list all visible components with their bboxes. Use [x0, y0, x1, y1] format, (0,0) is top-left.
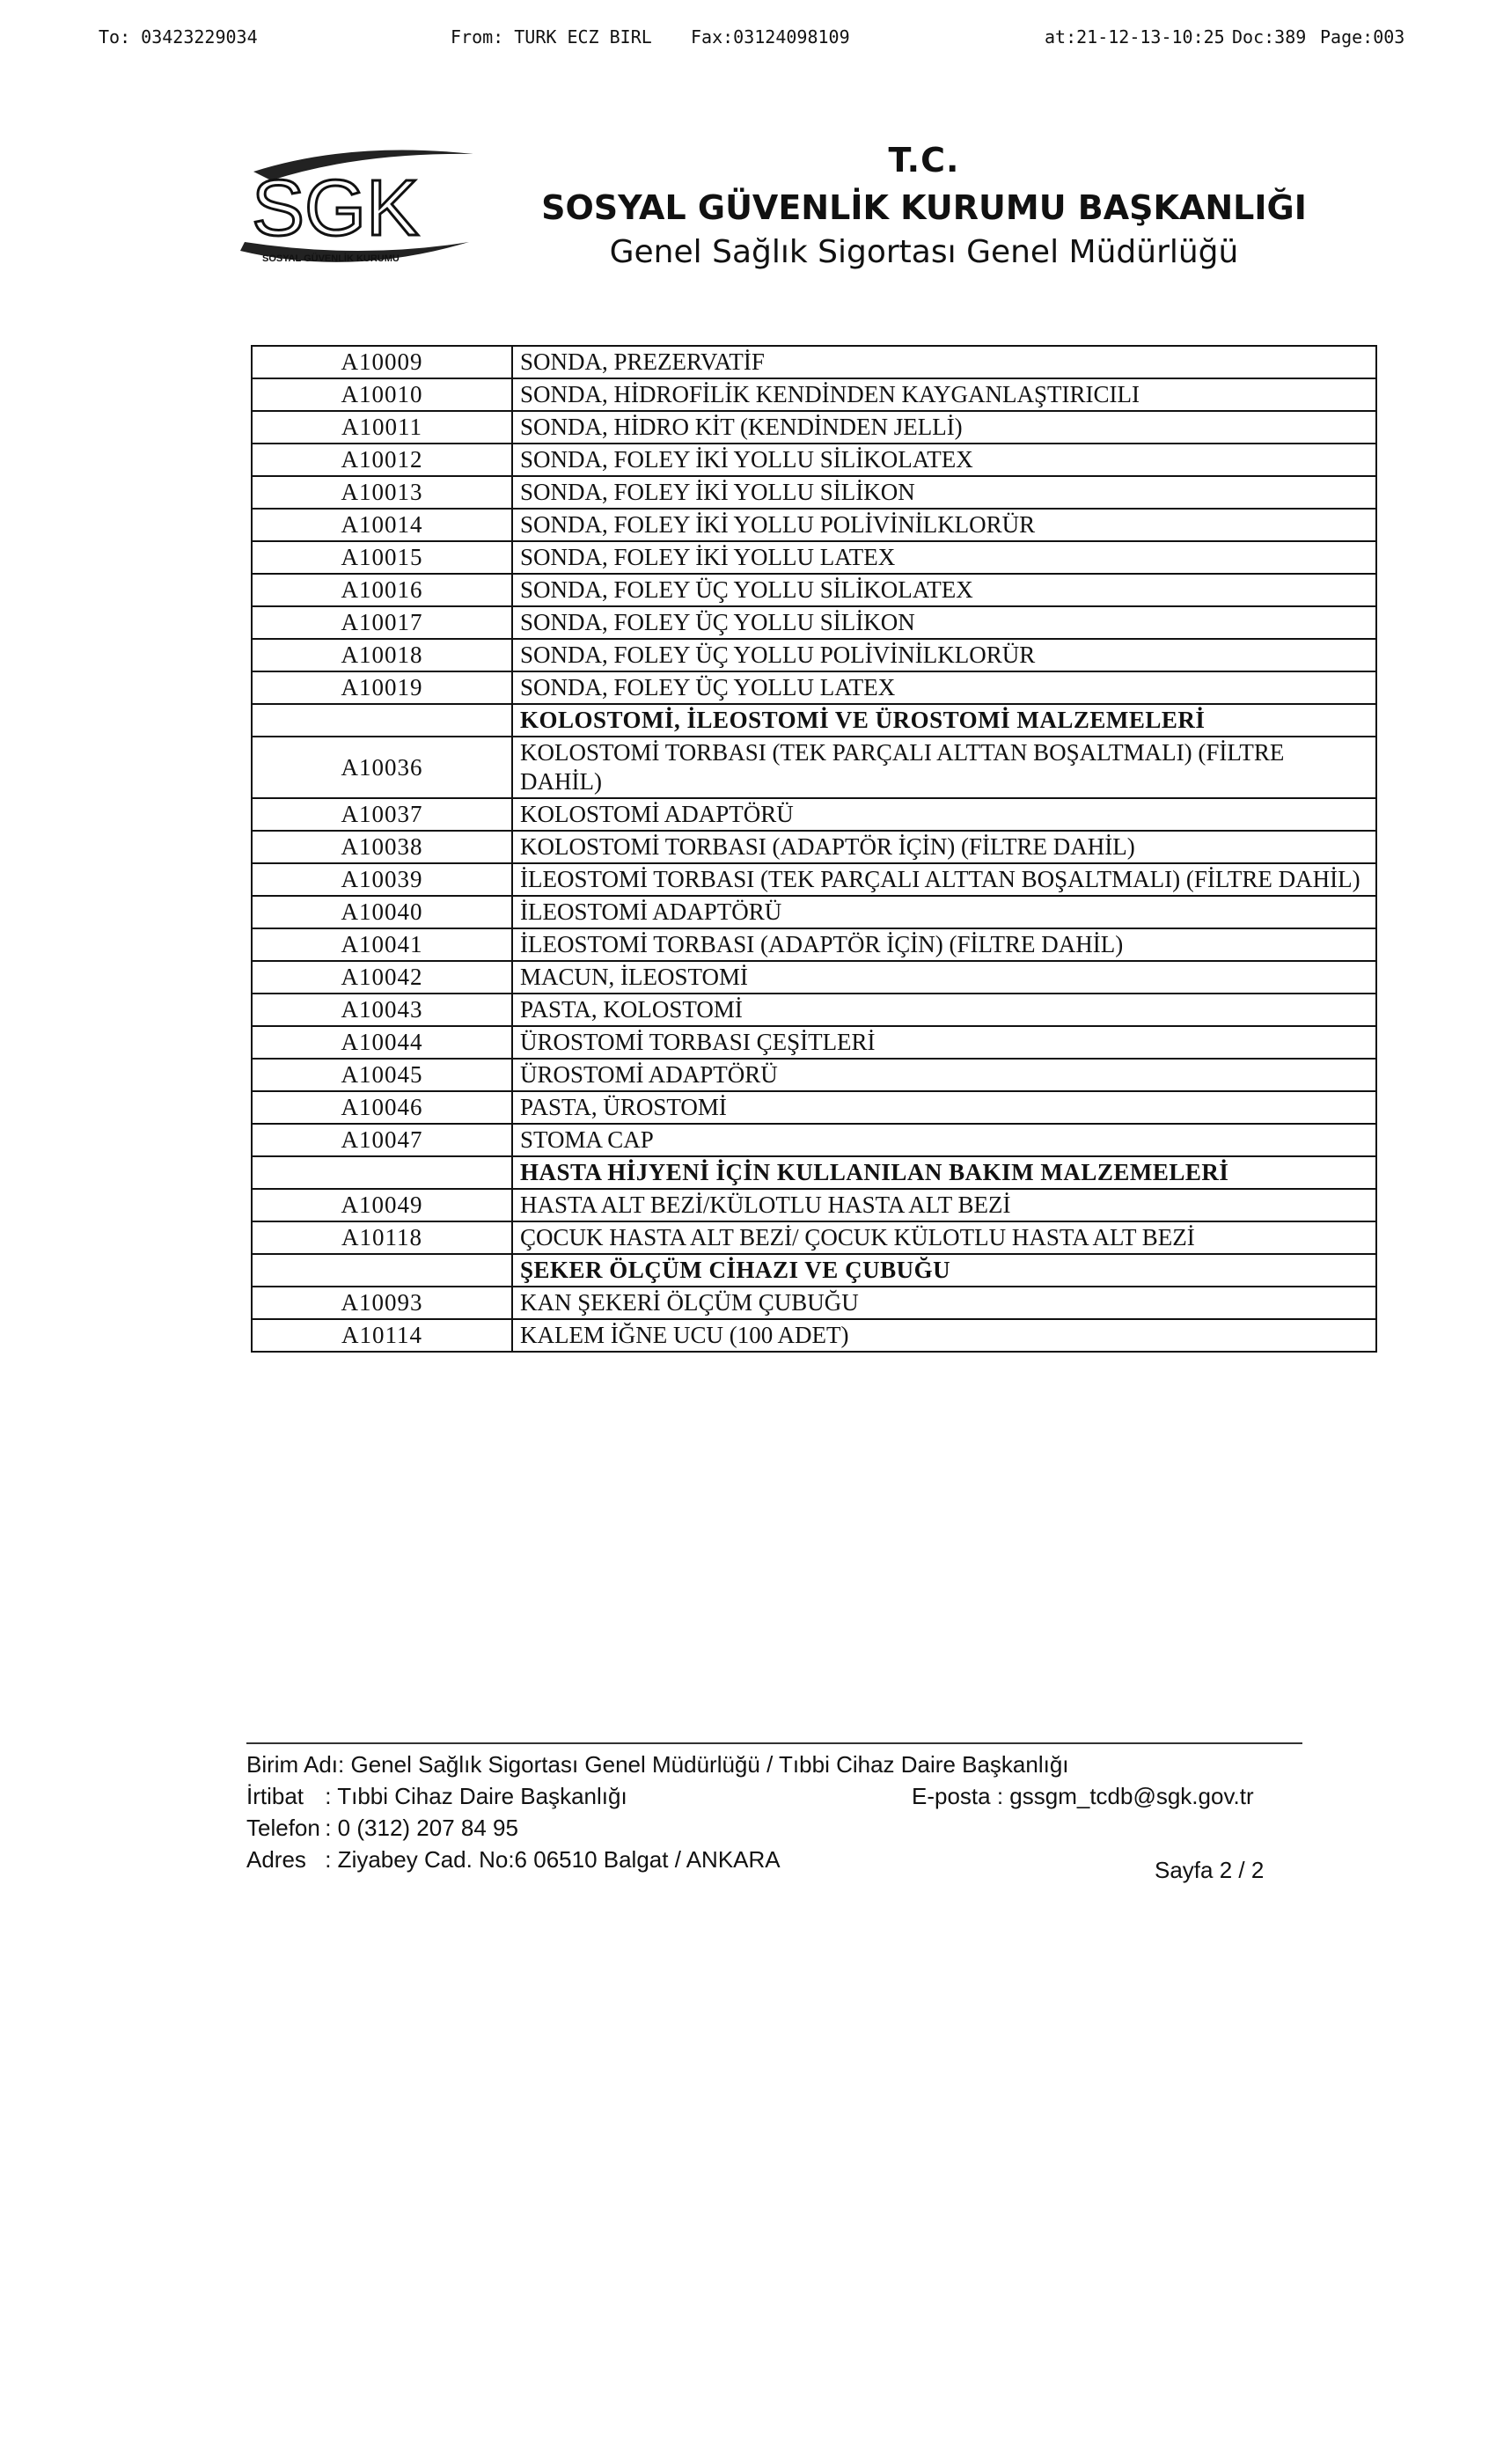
table-row	[252, 1221, 1376, 1254]
item-code: A10041	[252, 928, 512, 961]
logo-subtext: SOSYAL GÜVENLİK KURUMU	[262, 253, 400, 264]
footer-telefon-row	[246, 1815, 1302, 1846]
fax-doc: Doc:389	[1232, 26, 1307, 48]
org-line-kurum: SOSYAL GÜVENLİK KURUMU BAŞKANLIĞI	[541, 188, 1307, 227]
fax-timestamp: at:21-12-13-10:25	[1045, 26, 1225, 48]
item-description: SONDA, FOLEY İKİ YOLLU SİLİKOLATEX	[512, 444, 1376, 476]
page-number: Sayfa 2 / 2	[1155, 1857, 1265, 1883]
footer	[246, 1751, 1302, 1883]
item-code: A10036	[252, 737, 512, 798]
item-description: STOMA CAP	[512, 1124, 1376, 1156]
item-description: KAN ŞEKERİ ÖLÇÜM ÇUBUĞU	[512, 1287, 1376, 1319]
item-description: SONDA, FOLEY ÜÇ YOLLU LATEX	[512, 671, 1376, 704]
item-code	[252, 1254, 512, 1287]
fax-number: Fax:03124098109	[691, 26, 850, 48]
table-row	[252, 476, 1376, 509]
footer-irtibat-row	[246, 1783, 1302, 1815]
item-description: SONDA, FOLEY İKİ YOLLU LATEX	[512, 541, 1376, 574]
section-title: KOLOSTOMİ, İLEOSTOMİ VE ÜROSTOMİ MALZEMELERİ	[512, 704, 1376, 737]
section-header-row	[252, 1156, 1376, 1189]
item-code: A10037	[252, 798, 512, 831]
table-row	[252, 1026, 1376, 1059]
table-row	[252, 961, 1376, 994]
item-description: PASTA, ÜROSTOMİ	[512, 1091, 1376, 1124]
item-description: SONDA, FOLEY ÜÇ YOLLU POLİVİNİLKLORÜR	[512, 639, 1376, 671]
item-description: PASTA, KOLOSTOMİ	[512, 994, 1376, 1026]
item-code: A10042	[252, 961, 512, 994]
item-code: A10012	[252, 444, 512, 476]
fax-to: To: 03423229034	[99, 26, 258, 48]
fax-page: Page:003	[1320, 26, 1405, 48]
item-code: A10014	[252, 509, 512, 541]
section-header-row	[252, 704, 1376, 737]
item-code: A10017	[252, 606, 512, 639]
item-code: A10043	[252, 994, 512, 1026]
item-description: İLEOSTOMİ TORBASI (TEK PARÇALI ALTTAN BOŞALTMALI) (FİLTRE DAHİL)	[512, 863, 1376, 896]
item-description: İLEOSTOMİ ADAPTÖRÜ	[512, 896, 1376, 928]
table-row	[252, 798, 1376, 831]
item-code: A10015	[252, 541, 512, 574]
item-description: SONDA, FOLEY ÜÇ YOLLU SİLİKOLATEX	[512, 574, 1376, 606]
section-title: ŞEKER ÖLÇÜM CİHAZI VE ÇUBUĞU	[512, 1254, 1376, 1287]
item-description: ÜROSTOMİ TORBASI ÇEŞİTLERİ	[512, 1026, 1376, 1059]
org-line-gm: Genel Sağlık Sigortası Genel Müdürlüğü	[609, 234, 1239, 270]
item-description: SONDA, FOLEY ÜÇ YOLLU SİLİKON	[512, 606, 1376, 639]
table-row	[252, 509, 1376, 541]
item-code: A10011	[252, 411, 512, 444]
table-row	[252, 928, 1376, 961]
table-row	[252, 671, 1376, 704]
table-row	[252, 1124, 1376, 1156]
material-table	[251, 345, 1377, 1353]
item-code: A10040	[252, 896, 512, 928]
logo-text: SGK	[252, 165, 420, 253]
table-row	[252, 444, 1376, 476]
footer-telefon: : 0 (312) 207 84 95	[325, 1815, 518, 1841]
item-description: HASTA ALT BEZİ/KÜLOTLU HASTA ALT BEZİ	[512, 1189, 1376, 1221]
item-code: A10093	[252, 1287, 512, 1319]
item-code: A10010	[252, 378, 512, 411]
section-title: HASTA HİJYENİ İÇİN KULLANILAN BAKIM MALZEMELERİ	[512, 1156, 1376, 1189]
table-row	[252, 896, 1376, 928]
footer-eposta[interactable]: E-posta : gssgm_tcdb@sgk.gov.tr	[912, 1783, 1254, 1809]
sgk-logo	[236, 145, 473, 268]
table-row	[252, 1319, 1376, 1352]
table-row	[252, 606, 1376, 639]
item-description: ÇOCUK HASTA ALT BEZİ/ ÇOCUK KÜLOTLU HASTA ALT BEZİ	[512, 1221, 1376, 1254]
footer-irtibat-label: İrtibat	[246, 1783, 304, 1809]
footer-birim: Birim Adı: Genel Sağlık Sigortası Genel Müdürlüğü / Tıbbi Cihaz Daire Başkanlığı	[246, 1751, 1069, 1778]
item-code: A10009	[252, 346, 512, 378]
item-code: A10016	[252, 574, 512, 606]
item-description: KOLOSTOMİ TORBASI (ADAPTÖR İÇİN) (FİLTRE DAHİL)	[512, 831, 1376, 863]
item-code: A10044	[252, 1026, 512, 1059]
footer-telefon-label: Telefon	[246, 1815, 320, 1841]
item-code: A10114	[252, 1319, 512, 1352]
table-row	[252, 411, 1376, 444]
table-row	[252, 1287, 1376, 1319]
table-row	[252, 831, 1376, 863]
table-row	[252, 574, 1376, 606]
fax-from: From: TURK ECZ BIRL	[451, 26, 652, 48]
item-description: ÜROSTOMİ ADAPTÖRÜ	[512, 1059, 1376, 1091]
item-description: SONDA, FOLEY İKİ YOLLU SİLİKON	[512, 476, 1376, 509]
item-code: A10038	[252, 831, 512, 863]
table-row	[252, 378, 1376, 411]
table-row	[252, 863, 1376, 896]
item-code: A10013	[252, 476, 512, 509]
footer-adres-row	[246, 1846, 1302, 1883]
table-row	[252, 1059, 1376, 1091]
table-row	[252, 1091, 1376, 1124]
item-description: KOLOSTOMİ ADAPTÖRÜ	[512, 798, 1376, 831]
organization-header	[528, 141, 1320, 270]
section-header-row	[252, 1254, 1376, 1287]
item-description: SONDA, HİDRO KİT (KENDİNDEN JELLİ)	[512, 411, 1376, 444]
table-row	[252, 994, 1376, 1026]
table-row	[252, 541, 1376, 574]
item-code	[252, 704, 512, 737]
org-line-tc: T.C.	[888, 141, 960, 180]
footer-adres-label: Adres	[246, 1846, 306, 1873]
item-code	[252, 1156, 512, 1189]
table-row	[252, 639, 1376, 671]
footer-adres: : Ziyabey Cad. No:6 06510 Balgat / ANKARA	[325, 1846, 781, 1873]
item-code: A10045	[252, 1059, 512, 1091]
item-description: İLEOSTOMİ TORBASI (ADAPTÖR İÇİN) (FİLTRE DAHİL)	[512, 928, 1376, 961]
item-description: SONDA, HİDROFİLİK KENDİNDEN KAYGANLAŞTIRICILI	[512, 378, 1376, 411]
footer-irtibat: : Tıbbi Cihaz Daire Başkanlığı	[325, 1783, 627, 1809]
table-row	[252, 1189, 1376, 1221]
table-row	[252, 346, 1376, 378]
footer-divider	[246, 1742, 1302, 1744]
table-row	[252, 737, 1376, 798]
item-code: A10049	[252, 1189, 512, 1221]
item-code: A10047	[252, 1124, 512, 1156]
item-code: A10118	[252, 1221, 512, 1254]
item-code: A10018	[252, 639, 512, 671]
item-code: A10039	[252, 863, 512, 896]
item-description: MACUN, İLEOSTOMİ	[512, 961, 1376, 994]
item-code: A10046	[252, 1091, 512, 1124]
item-description: SONDA, FOLEY İKİ YOLLU POLİVİNİLKLORÜR	[512, 509, 1376, 541]
item-code: A10019	[252, 671, 512, 704]
item-description: KALEM İĞNE UCU (100 ADET)	[512, 1319, 1376, 1352]
item-description: KOLOSTOMİ TORBASI (TEK PARÇALI ALTTAN BOŞALTMALI) (FİLTRE DAHİL)	[512, 737, 1376, 798]
fax-header	[0, 26, 1496, 62]
item-description: SONDA, PREZERVATİF	[512, 346, 1376, 378]
